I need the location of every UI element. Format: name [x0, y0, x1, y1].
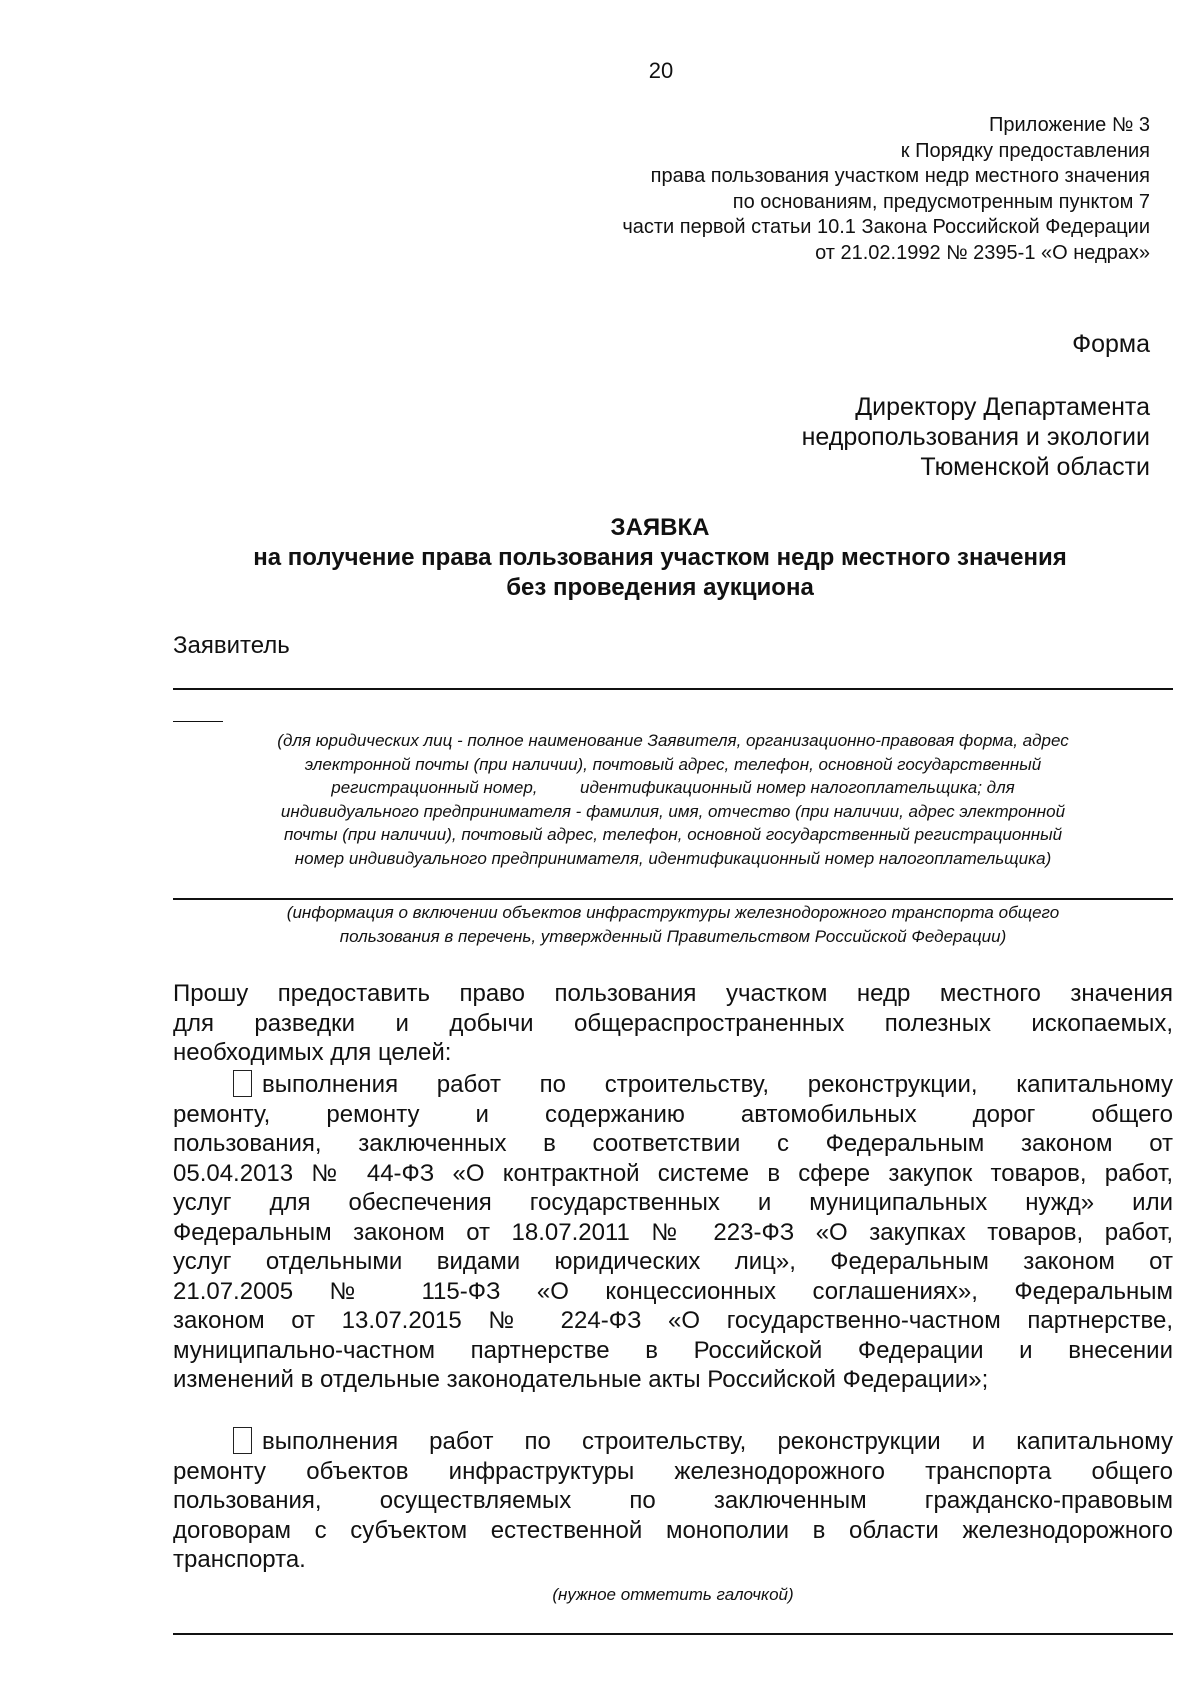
hint-line: индивидуального предпринимателя - фамилия, имя, отчество (при наличии, адрес электронной [280, 801, 1066, 821]
bottom-fill-line[interactable] [173, 1633, 1173, 1635]
text-line: ремонту объектов инфраструктуры железнодорожного транспорта общего [173, 1457, 1173, 1485]
hint-line: пользования в перечень, утвержденный Правительством Российской Федерации) [339, 926, 1007, 946]
text-line [173, 1427, 1173, 1457]
text-line: ремонту, ремонту и содержанию автомобильных дорог общего [173, 1100, 1173, 1128]
addressee-line: Тюменской области [920, 453, 1150, 481]
text-line: Федеральным законом от 18.07.2011 № 223-ФЗ «О закупках товаров, работ, [173, 1218, 1173, 1246]
text-line: пользования, осуществляемых по заключенным гражданско-правовым [173, 1487, 1173, 1514]
addressee [630, 392, 1150, 482]
railway-works-checkbox[interactable] [233, 1427, 252, 1454]
text-line: услуг для обеспечения государственных и муниципальных нужд» или [173, 1189, 1173, 1216]
text-line: пользования, заключенных в соответствии с Федеральным законом от [173, 1130, 1173, 1157]
option-railway-works [173, 1427, 1173, 1575]
title-line: без проведения аукциона [506, 574, 814, 601]
appendix-line: по основаниям, предусмотренным пунктом 7 [732, 190, 1150, 213]
appendix-reference [510, 113, 1150, 266]
applicant-fill-line[interactable] [173, 688, 1173, 690]
text-line: Прошу предоставить право пользования участком недр местного значения [173, 980, 1173, 1007]
hint-line: (для юридических лиц - полное наименование Заявителя, организационно-правовая форма, адрес [277, 731, 1069, 750]
text-line: муниципально-частном партнерстве в Российской Федерации и внесении [173, 1336, 1173, 1364]
hint-line: номер индивидуального предпринимателя, идентификационный номер налогоплательщика) [294, 848, 1052, 868]
request-intro [173, 979, 1173, 1068]
text-line: законом от 13.07.2015 № 224-ФЗ «О государственно-частном партнерстве, [173, 1307, 1173, 1334]
applicant-fill-line-short[interactable] [173, 721, 223, 722]
appendix-line: права пользования участком недр местного значения [650, 165, 1150, 187]
text-line: транспорта. [173, 1546, 306, 1573]
page-number: 20 [648, 58, 674, 83]
appendix-line: к Порядку предоставления [900, 139, 1150, 162]
form-label: Форма [1072, 330, 1150, 358]
appendix-line: от 21.02.1992 № 2395-1 «О недрах» [815, 241, 1150, 264]
applicant-label: Заявитель [173, 632, 290, 659]
option-first-line: выполнения работ по строительству, реконструкции, капитальному [262, 1071, 1173, 1098]
title-line: на получение права пользования участком недр местного значения [253, 544, 1067, 571]
option-first-line: выполнения работ по строительству, реконструкции и капитальному [262, 1428, 1173, 1455]
hint-line: (информация о включении объектов инфраструктуры железнодорожного транспорта общего [286, 903, 1060, 922]
text-line: изменений в отдельные законодательные акты Российской Федерации»; [173, 1366, 989, 1393]
hint-line: электронной почты (при наличии), почтовый адрес, телефон, основной государственный [304, 754, 1042, 774]
road-works-checkbox[interactable] [233, 1070, 252, 1097]
document-title [140, 513, 1180, 603]
infrastructure-hint [173, 901, 1173, 948]
option-road-works [173, 1070, 1173, 1395]
text-line: для разведки и добычи общераспространенных полезных ископаемых, [173, 1009, 1173, 1037]
check-hint: (нужное отметить галочкой) [552, 1585, 794, 1604]
title-line: ЗАЯВКА [610, 514, 710, 541]
text-line: услуг отдельными видами юридических лиц», Федеральным законом от [173, 1248, 1173, 1275]
hint-line: регистрационный номер, идентификационный номер налогоплательщика; для [331, 778, 1015, 797]
appendix-line: части первой статьи 10.1 Закона Российской Федерации [622, 216, 1150, 238]
infrastructure-fill-line[interactable] [173, 898, 1173, 900]
addressee-line: Директору Департамента [855, 393, 1150, 421]
text-line [173, 1070, 1173, 1100]
appendix-line: Приложение № 3 [989, 114, 1150, 136]
hint-line: почты (при наличии), почтовый адрес, телефон, основной государственный регистрационный [283, 825, 1063, 844]
text-line: договорам с субъектом естественной монополии в области железнодорожного [173, 1516, 1173, 1544]
addressee-line: недропользования и экологии [801, 423, 1150, 451]
applicant-hint [173, 729, 1173, 870]
text-line: 05.04.2013 № 44-ФЗ «О контрактной системе в сфере закупок товаров, работ, [173, 1159, 1173, 1187]
text-line: 21.07.2005 № 115-ФЗ «О концессионных соглашениях», Федеральным [173, 1277, 1173, 1305]
text-line: необходимых для целей: [173, 1039, 452, 1066]
